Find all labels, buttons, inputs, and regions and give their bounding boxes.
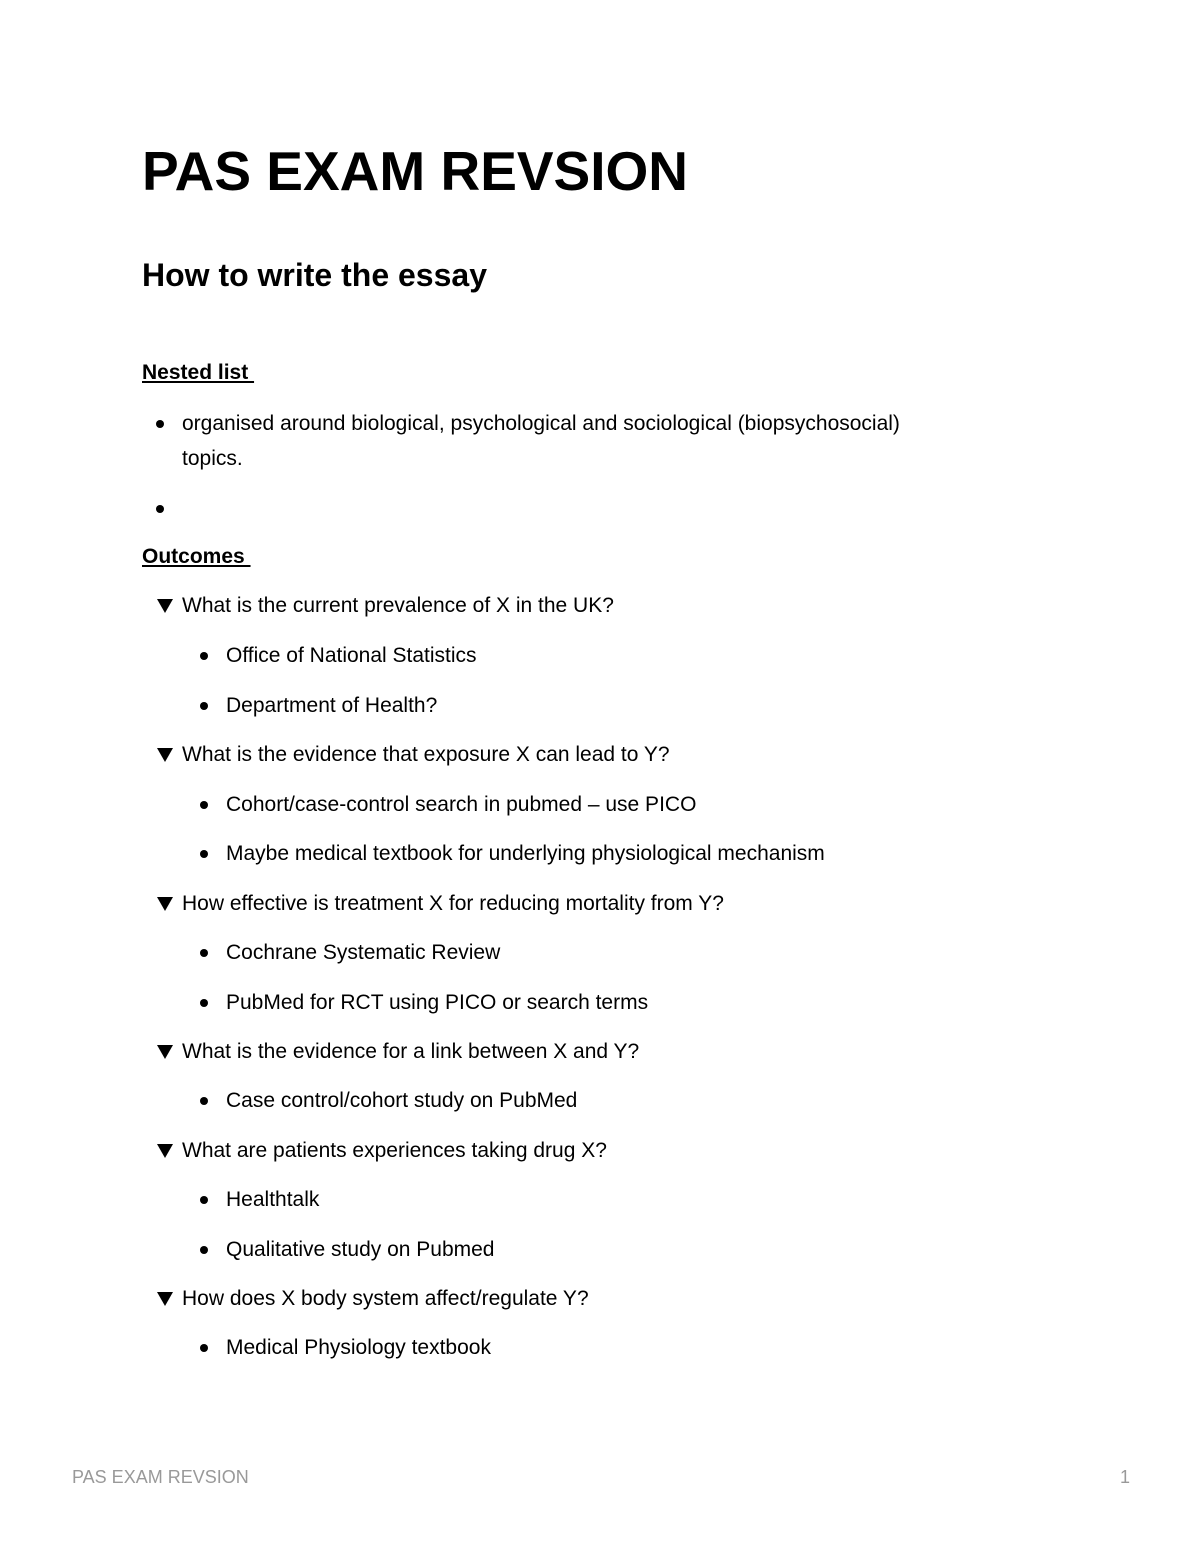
document-title: PAS EXAM REVSION [142, 140, 689, 202]
outcomes-heading: Outcomes [142, 545, 251, 568]
footer-title: PAS EXAM REVSION [72, 1467, 249, 1487]
list-item-text: organised around biological, psychological and sociological (biopsychosocial) [182, 412, 900, 435]
bullet-icon [200, 999, 208, 1007]
outcome-source: Healthtalk [226, 1188, 320, 1211]
outcome-source: PubMed for RCT using PICO or search terms [226, 991, 649, 1014]
outcome-source: Qualitative study on Pubmed [226, 1238, 495, 1261]
outcome-source: Department of Health? [226, 694, 438, 717]
toggle-triangle-icon[interactable] [157, 748, 173, 762]
outcome-question: How does X body system affect/regulate Y? [182, 1287, 589, 1310]
bullet-icon [200, 949, 208, 957]
bullet-icon [200, 1097, 208, 1105]
outcome-source: Cohort/case-control search in pubmed – use PICO [226, 793, 697, 816]
outcome-question: What is the evidence for a link between X and Y? [182, 1040, 640, 1063]
toggle-triangle-icon[interactable] [157, 599, 173, 613]
bullet-icon [200, 850, 208, 858]
outcome-source: Cochrane Systematic Review [226, 941, 501, 964]
outcome-question: What is the current prevalence of X in the UK? [182, 594, 614, 617]
toggle-triangle-icon[interactable] [157, 1045, 173, 1059]
bullet-icon [156, 505, 164, 513]
outcome-source: Office of National Statistics [226, 644, 477, 667]
outcome-question: How effective is treatment X for reducing mortality from Y? [182, 892, 724, 915]
outcome-source: Case control/cohort study on PubMed [226, 1089, 578, 1112]
page-number: 1 [1119, 1467, 1130, 1487]
bullet-icon [200, 801, 208, 809]
bullet-icon [200, 1344, 208, 1352]
list-item-text-continued: topics. [182, 447, 243, 470]
bullet-icon [200, 652, 208, 660]
nested-list-heading: Nested list [142, 361, 255, 384]
bullet-icon [200, 1246, 208, 1254]
bullet-icon [200, 1196, 208, 1204]
outcome-question: What are patients experiences taking drug X? [182, 1139, 607, 1162]
bullet-icon [200, 702, 208, 710]
outcome-source: Medical Physiology textbook [226, 1336, 491, 1359]
outcome-question: What is the evidence that exposure X can lead to Y? [182, 743, 670, 766]
toggle-triangle-icon[interactable] [157, 897, 173, 911]
document-subtitle: How to write the essay [142, 257, 487, 293]
toggle-triangle-icon[interactable] [157, 1144, 173, 1158]
toggle-triangle-icon[interactable] [157, 1292, 173, 1306]
outcome-source: Maybe medical textbook for underlying physiological mechanism [226, 842, 825, 865]
bullet-icon [156, 420, 164, 428]
